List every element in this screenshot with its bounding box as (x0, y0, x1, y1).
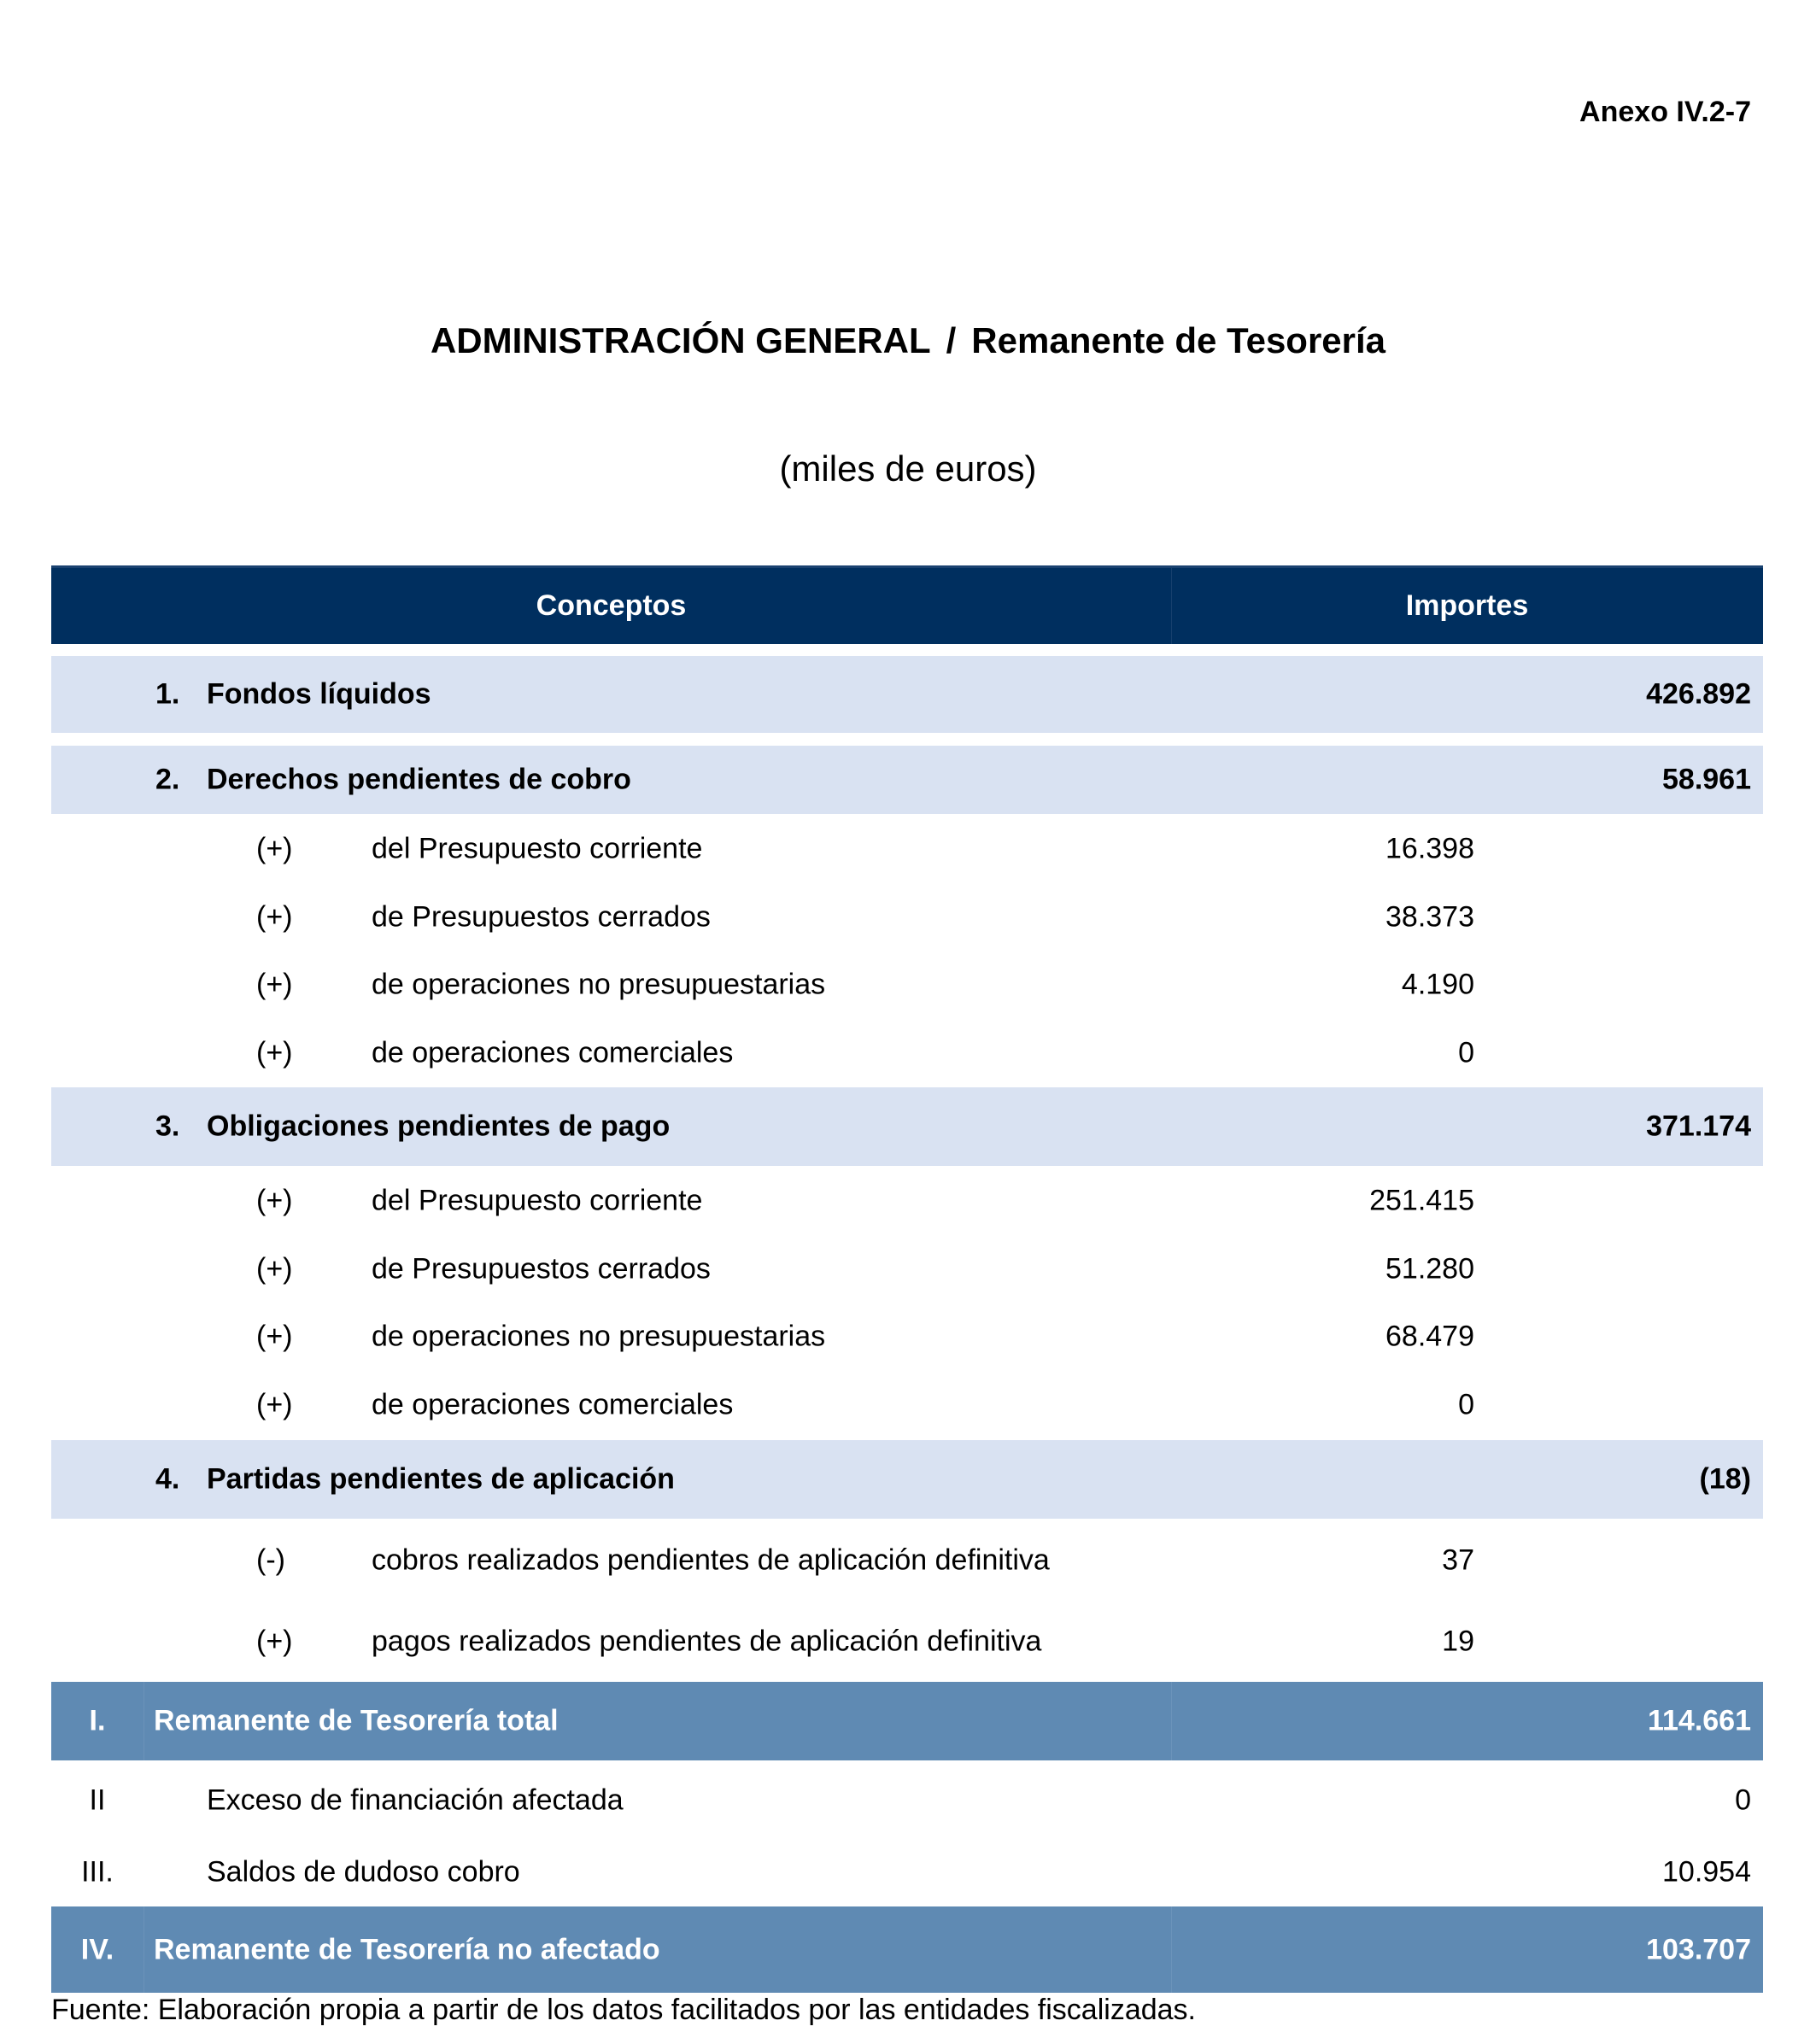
item-value: 16.398 (1385, 832, 1474, 865)
summary-label: Remanente de Tesorería no afectado (154, 1933, 660, 1965)
item-value: 19 (1442, 1625, 1474, 1658)
header-conceptos: Conceptos (51, 568, 1172, 644)
sign: (+) (256, 832, 293, 865)
item-label: de operaciones comerciales (372, 1388, 734, 1421)
item-label: de operaciones no presupuestarias (372, 1320, 826, 1353)
section-number: 2. (155, 763, 180, 796)
table-row (51, 1167, 1763, 1235)
table-row (51, 1235, 1763, 1303)
item-value: 0 (1458, 1036, 1474, 1069)
section-number: 3. (155, 1110, 180, 1143)
item-label: de Presupuestos cerrados (372, 900, 711, 934)
summary-label: Exceso de financiación afectada (207, 1783, 624, 1817)
summary-number: I. (89, 1704, 106, 1737)
units-label: (miles de euros) (779, 448, 1037, 489)
item-label: de operaciones comerciales (372, 1036, 734, 1069)
section-number: 4. (155, 1462, 180, 1496)
section-label: Obligaciones pendientes de pago (207, 1110, 671, 1143)
section-row-derechos-pendientes (51, 746, 1763, 814)
sign: (+) (256, 1320, 293, 1353)
item-label: pagos realizados pendientes de aplicación definitiva (372, 1625, 1042, 1658)
summary-number: III. (81, 1855, 114, 1889)
table-row (51, 1608, 1763, 1676)
section-row-partidas-pendientes (51, 1440, 1763, 1519)
source-note: Fuente: Elaboración propia a partir de los datos facilitados por las entidades fiscalizadas. (51, 1994, 1196, 2026)
table-row (51, 1371, 1763, 1439)
summary-value: 10.954 (1662, 1855, 1751, 1889)
section-label: Derechos pendientes de cobro (207, 763, 631, 796)
page-title (0, 320, 1816, 361)
section-value: (18) (1699, 1462, 1751, 1496)
summary-value: 0 (1735, 1783, 1751, 1817)
summary-row-dudoso-cobro (51, 1838, 1763, 1906)
title-separator: / (946, 320, 957, 360)
section-label: Partidas pendientes de aplicación (207, 1462, 675, 1496)
section-row-obligaciones-pendientes (51, 1087, 1763, 1166)
section-value: 58.961 (1662, 763, 1751, 796)
item-value: 0 (1458, 1388, 1474, 1421)
sign: (+) (256, 968, 293, 1001)
sign: (+) (256, 1388, 293, 1421)
table-header (51, 565, 1763, 644)
table-row (51, 1526, 1763, 1595)
sign: (+) (256, 1252, 293, 1286)
summary-number: IV. (80, 1933, 114, 1965)
table-row (51, 883, 1763, 952)
section-number: 1. (155, 677, 180, 711)
section-label: Fondos líquidos (207, 677, 431, 711)
summary-row-remanente-total (51, 1682, 1763, 1760)
summary-row-remanente-no-afectado (51, 1906, 1763, 1993)
sign: (+) (256, 1625, 293, 1658)
table-row (51, 1303, 1763, 1371)
item-value: 37 (1442, 1543, 1474, 1577)
item-value: 38.373 (1385, 900, 1474, 934)
sign: (-) (256, 1543, 285, 1577)
header-importes: Importes (1405, 589, 1529, 622)
item-value: 68.479 (1385, 1320, 1474, 1353)
item-label: de operaciones no presupuestarias (372, 968, 826, 1001)
summary-number: II (89, 1783, 106, 1817)
annex-label: Anexo IV.2-7 (1579, 96, 1751, 128)
table-row (51, 951, 1763, 1019)
summary-label: Saldos de dudoso cobro (207, 1855, 520, 1889)
item-value: 251.415 (1369, 1184, 1474, 1217)
summary-label: Remanente de Tesorería total (154, 1704, 559, 1737)
section-value: 426.892 (1646, 677, 1751, 711)
table-row (51, 1019, 1763, 1087)
item-label: del Presupuesto corriente (372, 832, 703, 865)
section-value: 371.174 (1646, 1110, 1751, 1143)
sign: (+) (256, 1036, 293, 1069)
table-row (51, 815, 1763, 883)
item-label: del Presupuesto corriente (372, 1184, 703, 1217)
column-divider (1171, 1682, 1172, 1760)
title-sub: Remanente de Tesorería (971, 320, 1386, 360)
summary-value: 103.707 (1646, 1933, 1751, 1965)
sign: (+) (256, 900, 293, 934)
sign: (+) (256, 1184, 293, 1217)
item-value: 4.190 (1401, 968, 1474, 1001)
section-row-fondos-liquidos (51, 656, 1763, 733)
column-divider (1171, 1906, 1172, 1993)
title-main: ADMINISTRACIÓN GENERAL (430, 320, 931, 360)
item-value: 51.280 (1385, 1252, 1474, 1286)
summary-row-exceso-financiacion (51, 1766, 1763, 1835)
summary-value: 114.661 (1647, 1704, 1751, 1737)
item-label: cobros realizados pendientes de aplicación definitiva (372, 1543, 1050, 1577)
item-label: de Presupuestos cerrados (372, 1252, 711, 1286)
